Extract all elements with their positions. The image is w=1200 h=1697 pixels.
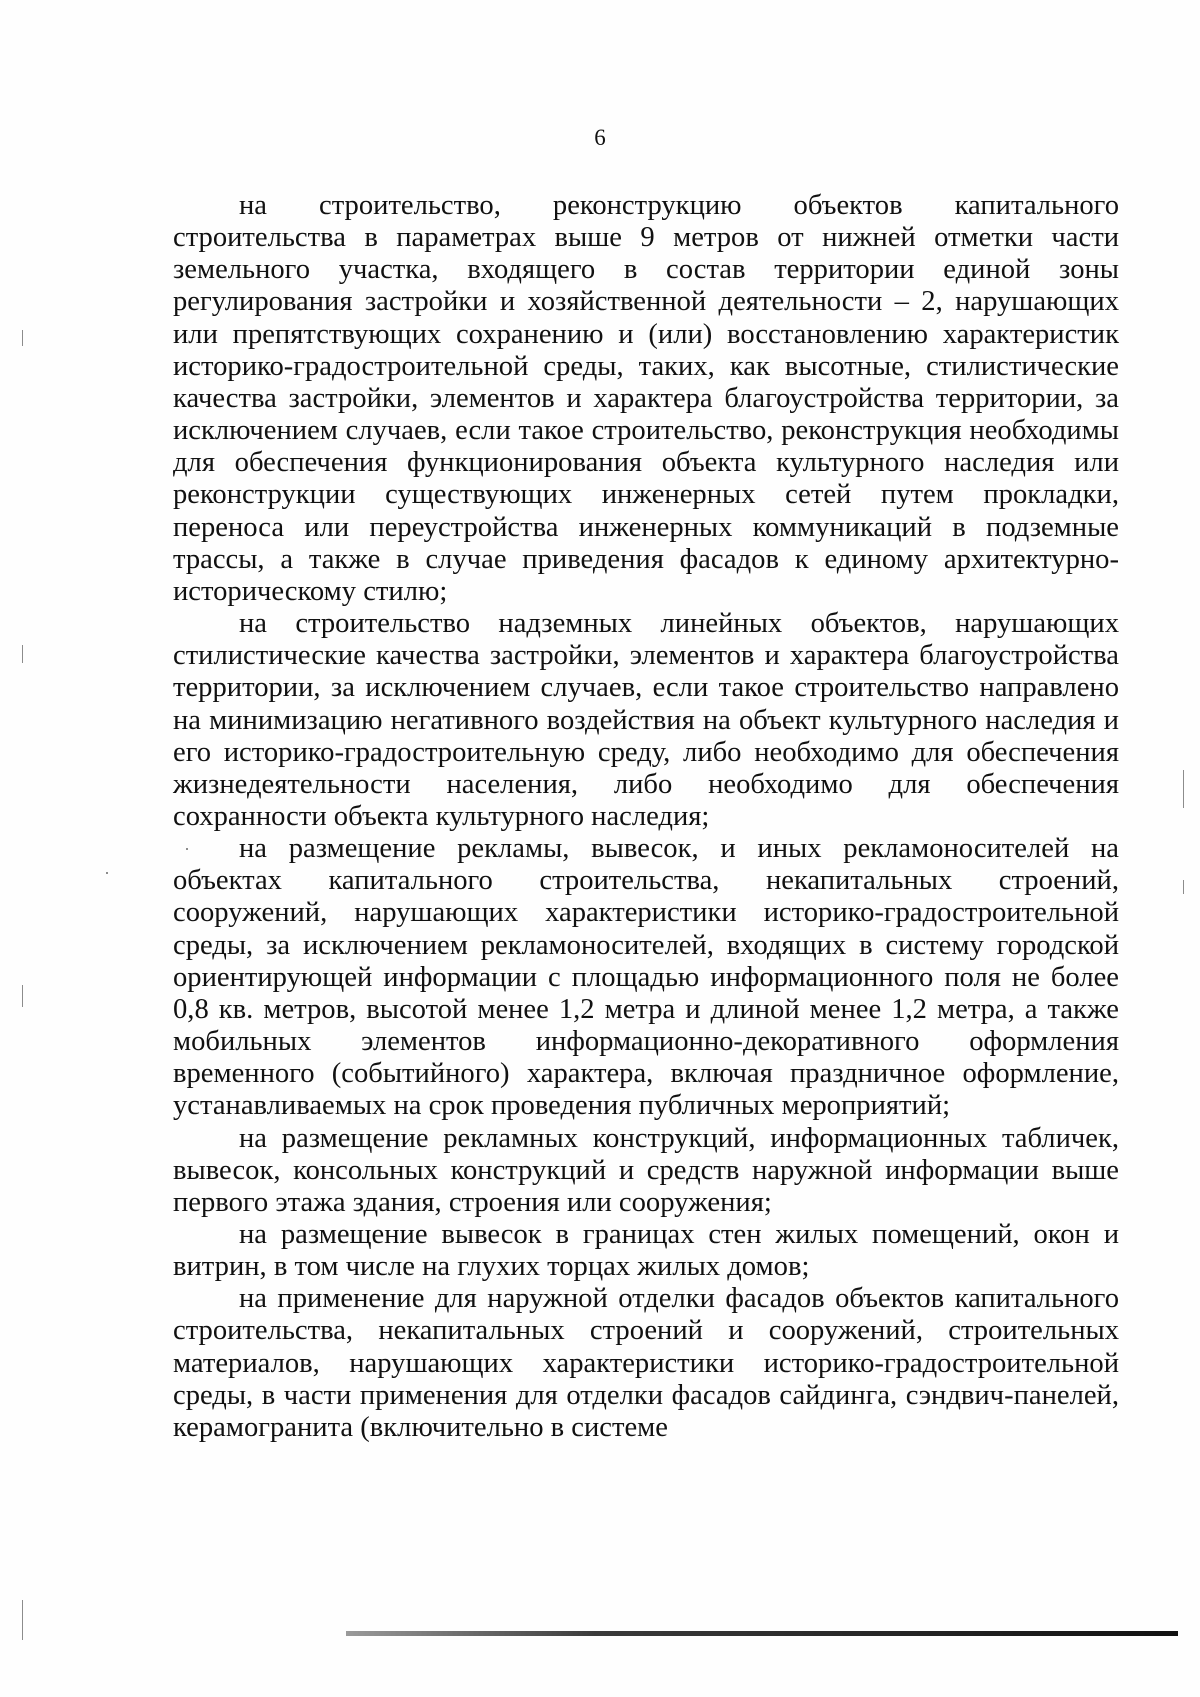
paragraph-linear-objects: на строительство надземных линейных объектов, нарушающих стилистические качества застройки, элементов и характера благоустройства территории, за исключением случаев, если такое строительство направлено на минимизацию негативного воздействия на объект культурного наследия и его историко-градостроительную среду, либо необходимо для обеспечения жизнедеятельности населения, либо необходимо для обеспечения сохранности объекта культурного наследия; [173,608,1119,832]
paragraph-signs-placement: на размещение вывесок в границах стен жилых помещений, окон и витрин, в том числе на глухих торцах жилых домов; [173,1219,1119,1283]
scan-artifact [22,1600,23,1640]
scan-artifact [1183,880,1184,894]
scan-artifact [22,985,23,1007]
bottom-scan-rule [346,1631,1178,1636]
paragraph-facade-materials: на применение для наружной отделки фасадов объектов капитального строительства, некапитальных строений и сооружений, строительных материалов, нарушающих характеристики историко-градостроительной среды, в части применения для отделки фасадов сайдинга, сэндвич-панелей, керамогранита (включительно в системе [173,1283,1119,1443]
scan-artifact [1183,770,1184,808]
scan-artifact [186,848,188,850]
page-number: 6 [594,125,606,150]
paragraph-construction-restriction: на строительство, реконструкцию объектов капитального строительства в параметрах выше 9 метров от нижней отметки части земельного участка, входящего в состав территории единой зоны регулирования застройки и хозяйственной деятельности – 2, нарушающих или препятствующих сохранению и (или) восстановлению характеристик историко-градостроительной среды, таких, как высотные, стилистические качества застройки, элементов и характера благоустройства территории, за исключением случаев, если такое строительство, реконструкция необходимы для обеспечения функционирования объекта культурного наследия или реконструкции существующих инженерных сетей путем прокладки, переноса или переустройства инженерных коммуникаций в подземные трассы, а также в случае приведения фасадов к единому архитектурно-историческому стилю; [173,190,1119,607]
scan-artifact [22,330,23,346]
scan-artifact [106,872,108,874]
paragraph-advertising-structures: на размещение рекламных конструкций, информационных табличек, вывесок, консольных конструкций и средств наружной информации выше первого этажа здания, строения или сооружения; [173,1122,1119,1218]
scan-artifact [22,645,23,663]
paragraph-advertising: на размещение рекламы, вывесок, и иных рекламоносителей на объектах капитального строительства, некапитальных строений, сооружений, нарушающих характеристики историко-градостроительной среды, за исключением рекламоносителей, входящих в систему городской ориентирующей информации с площадью информационного поля не более 0,8 кв. метров, высотой менее 1,2 метра и длиной менее 1,2 метра, а также мобильных элементов информационно-декоративного оформления временного (событийного) характера, включая праздничное оформление, устанавливаемых на срок проведения публичных мероприятий; [173,833,1119,1122]
document-body [173,190,1119,1444]
